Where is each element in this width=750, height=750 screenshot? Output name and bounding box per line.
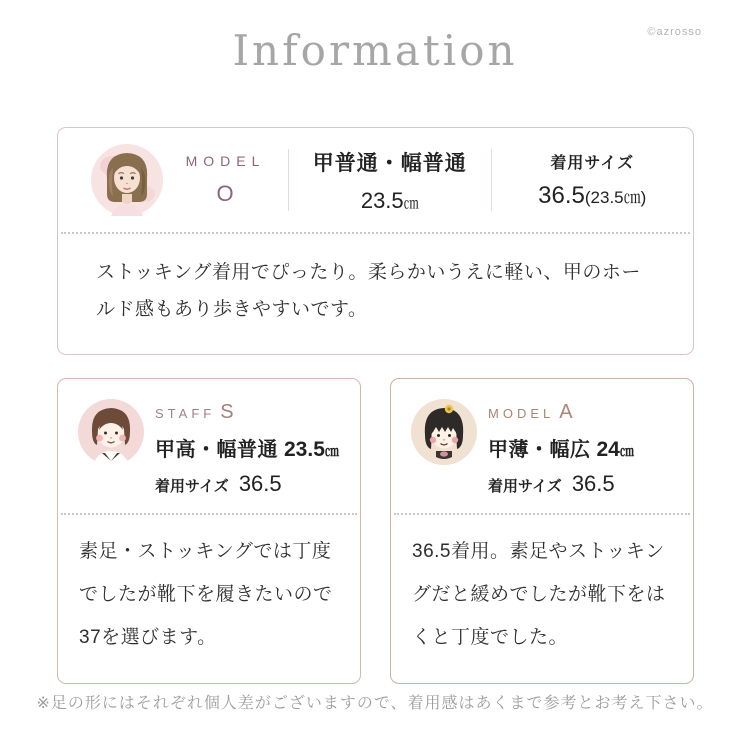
model-o-foot-unit: ㎝ — [403, 194, 419, 212]
staff-s-foot-size: 23.5 — [284, 438, 325, 461]
staff-s-card-header — [58, 379, 360, 513]
page-title: Information — [232, 26, 518, 75]
staff-s-avatar — [78, 399, 144, 465]
disclaimer-note: ※足の形にはそれぞれ個人差がございますので、着用感はあくまで参考とお考え下さい。 — [36, 695, 714, 712]
model-a-name: A — [559, 401, 573, 423]
staff-s-size-value: 36.5 — [238, 471, 282, 496]
model-o-role-label: MODEL — [185, 153, 266, 169]
model-o-foot-type: 甲普通・幅普通 — [312, 151, 467, 175]
model-a-avatar — [411, 399, 477, 465]
model-o-card-header — [58, 128, 693, 232]
model-o-foot-size-line — [289, 188, 491, 214]
model-a-foot-size: 24 — [596, 438, 620, 461]
staff-s-size-label: 着用サイズ — [155, 478, 229, 495]
staff-s-info — [155, 399, 339, 497]
page-header — [0, 26, 750, 75]
staff-s-size-row — [155, 471, 339, 497]
model-o-foot-size: 23.5 — [360, 187, 404, 213]
model-a-foot-type: 甲薄・幅広 — [488, 439, 591, 461]
model-o-wearing-size — [492, 150, 694, 210]
staff-s-review: 素足・ストッキングでは丁度でしたが靴下を履きたいので37を選びます。 — [79, 541, 333, 648]
model-o-avatar — [91, 144, 163, 216]
model-a-size-label: 着用サイズ — [488, 478, 562, 495]
model-a-card — [390, 378, 694, 684]
staff-s-foot-row — [155, 433, 339, 462]
model-a-size-row — [488, 471, 634, 497]
model-o-size-label: 着用サイズ — [550, 155, 635, 172]
model-o-card — [57, 127, 694, 355]
model-o-foot-spec — [289, 147, 491, 214]
model-a-foot-unit: ㎝ — [619, 443, 634, 459]
model-a-card-header — [391, 379, 693, 513]
model-a-label-row — [488, 401, 634, 424]
model-a-info — [488, 399, 634, 497]
model-o-size-value-line — [492, 182, 694, 210]
model-o-size-note: (23.5㎝) — [584, 188, 647, 207]
model-a-size-value: 36.5 — [571, 471, 615, 496]
staff-s-role-label: STAFF — [155, 406, 216, 421]
model-o-size-value: 36.5 — [538, 182, 585, 209]
model-o-name: O — [216, 181, 235, 206]
model-o-identity — [58, 144, 288, 216]
model-a-review: 36.5着用。素足やストッキングだと緩めでしたが靴下をはくと丁度でした。 — [412, 541, 666, 648]
brand-credit: ©azrosso — [647, 26, 702, 38]
staff-s-card — [57, 378, 361, 684]
model-o-label-block — [163, 153, 288, 207]
staff-s-name: S — [220, 401, 234, 423]
model-a-foot-row — [488, 433, 634, 462]
model-o-review: ストッキング着用でぴったり。柔らかいうえに軽い、甲のホールド感もあり歩きやすいです。 — [96, 262, 641, 321]
staff-s-foot-type: 甲高・幅普通 — [155, 439, 278, 461]
staff-s-foot-unit: ㎝ — [324, 443, 339, 459]
staff-s-label-row — [155, 401, 339, 424]
model-a-role-label: MODEL — [488, 406, 555, 421]
reviewer-cards-row — [57, 378, 694, 684]
